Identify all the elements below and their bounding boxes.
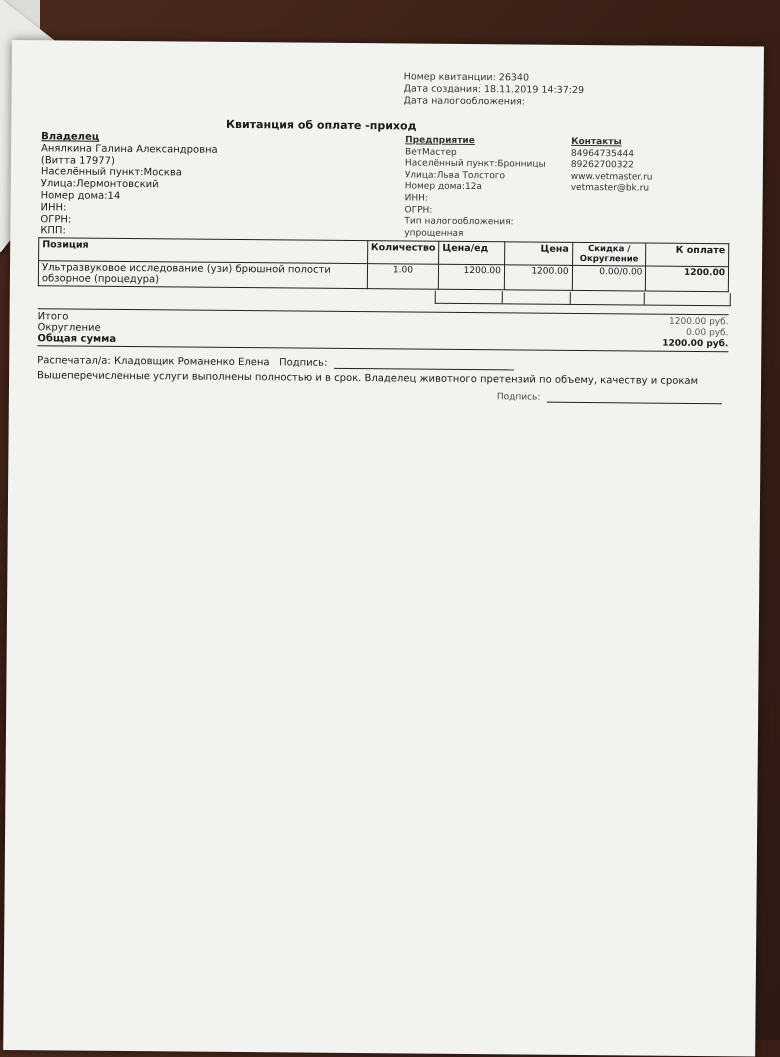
firm-block: [404, 135, 546, 241]
owner-heading: Владелец: [41, 131, 100, 143]
signature-label-2: Подпись:: [496, 392, 541, 403]
document-title: Квитанция об оплате -приход: [225, 117, 417, 133]
cell-price: 1200.00: [504, 265, 572, 291]
rounding-label: Округление: [37, 322, 101, 334]
receipt-meta: [403, 71, 584, 109]
total-value: 1200.00 руб.: [668, 316, 729, 328]
owner-signature-line: [497, 391, 722, 404]
owner-line: Улица:Лермонтовский: [40, 178, 159, 191]
contact-phone: 89262700322: [570, 160, 634, 171]
owner-line: ИНН:: [40, 202, 67, 214]
cell-to-pay: 1200.00: [646, 266, 729, 292]
owner-line: КПП:: [40, 225, 66, 237]
cell-quantity: 1.00: [367, 264, 439, 290]
contacts-block: [571, 137, 653, 196]
contacts-heading: Контакты: [571, 136, 622, 148]
printed-by: Распечатал/а: Кладовщик Романенко Елена: [37, 355, 270, 369]
grand-total-label: Общая сумма: [37, 333, 117, 345]
firm-line: Номер дома:12а: [404, 181, 482, 193]
col-discount: Скидка / Округление: [572, 242, 646, 266]
receipt-document: [3, 40, 764, 1057]
firm-line: ИНН:: [404, 193, 428, 204]
firm-line: Тип налогообложения:: [404, 216, 514, 228]
disclaimer-text: Вышеперечисленные услуги выполнены полностью и в срок. Владелец животного претензий по объему, качеству и срокам: [37, 370, 699, 388]
creation-date: Дата создания: 18.11.2019 14:37:29: [403, 83, 585, 96]
table-row: [38, 261, 728, 292]
firm-line: ОГРН:: [404, 204, 433, 216]
firm-heading: Предприятие: [405, 135, 475, 147]
owner-line: Анялкина Галина Александровна: [41, 143, 218, 156]
owner-line: (Витта 17977): [40, 154, 115, 167]
table-empty-row: [435, 291, 731, 307]
signature-line-2: [547, 392, 722, 405]
contact-phone: 84964735444: [570, 148, 635, 160]
owner-line: Населённый пункт:Москва: [40, 166, 182, 179]
col-unit-price: Цена/ед: [439, 241, 505, 265]
total-label: Итого: [37, 311, 69, 323]
contact-email: vetmaster@bk.ru: [570, 183, 650, 194]
owner-block: [40, 131, 218, 239]
col-price: Цена: [504, 242, 572, 266]
owner-line: Номер дома:14: [40, 190, 121, 202]
firm-line: Населённый пункт:Бронницы: [404, 158, 546, 170]
grand-total-value: 1200.00 руб.: [662, 338, 729, 350]
cell-discount: 0.00/0.00: [572, 265, 646, 291]
cell-unit-price: 1200.00: [439, 264, 505, 290]
owner-line: ОГРН:: [40, 213, 72, 226]
printed-by-line: [37, 355, 515, 370]
firm-line: упрощенная: [404, 228, 464, 239]
receipt-number: Номер квитанции: 26340: [403, 71, 530, 84]
signature-line: [335, 358, 515, 371]
cell-position: Ультразвуковое исследование (узи) брюшной полости обзорное (процедура): [38, 261, 367, 289]
firm-line: ВетМастер: [404, 147, 457, 158]
contact-website: www.vetmaster.ru: [570, 171, 653, 183]
tax-date: Дата налогообложения:: [403, 95, 526, 108]
col-position: Позиция: [39, 238, 368, 264]
col-to-pay: К оплате: [646, 243, 729, 267]
items-table: [38, 237, 729, 292]
signature-label: Подпись:: [279, 357, 328, 369]
totals-block: [37, 311, 728, 350]
rounding-value: 0.00 руб.: [686, 327, 729, 339]
col-quantity: Количество: [367, 241, 439, 265]
firm-line: Улица:Льва Толстого: [404, 170, 506, 182]
